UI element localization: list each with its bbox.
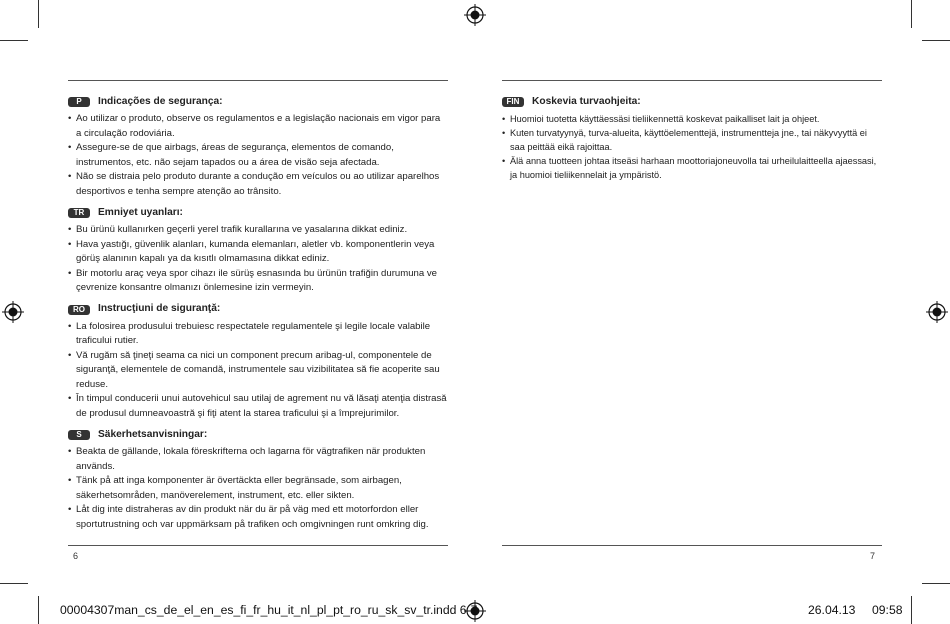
page-number-right: 7 (870, 551, 876, 561)
crop-mark (911, 0, 912, 28)
list-item: • Vă rugăm să ţineţi seama ca nici un component precum aribag-ul, componentele de siguranţă, elementele de comandă, instrumentele sau vizibilitatea să fie acoperite sau reduse. (68, 349, 448, 393)
bottom-rule-left (68, 545, 448, 546)
list-item: • Assegure-se de que airbags, áreas de segurança, elementos de comando, instrumentos, etc. não sejam tapados ou a área de visão seja afectada. (68, 141, 448, 170)
crop-mark (38, 0, 39, 28)
list-item: • Não se distraia pelo produto durante a condução em veículos ou ao utilizar aparelhos desportivos e tenha sempre atenção ao trânsito. (68, 170, 448, 199)
safety-section-sv (68, 427, 448, 532)
safety-section-ro (68, 302, 448, 422)
left-page-content (68, 94, 448, 538)
list-item: • Kuten turvatyynyä, turva-alueita, käyttöelementtejä, instrumentteja jne., tai näkyvyyttä ei saa peittää eikä rajoittaa. (502, 126, 882, 154)
top-rule-left (68, 80, 448, 81)
crop-mark (0, 40, 28, 41)
right-page-content (502, 94, 882, 188)
list-item: • Ao utilizar o produto, observe os regulamentos e a legislação nacionais em vigor para a circulação rodoviária. (68, 112, 448, 141)
section-heading: Emniyet uyanları: (98, 206, 183, 218)
slug-time: 09:58 (872, 603, 903, 617)
crop-mark (911, 596, 912, 624)
list-item: • Bu ürünü kullanırken geçerli yerel trafik kurallarına ve yasalarına dikkat ediniz. (68, 223, 448, 238)
top-rule-right (502, 80, 882, 81)
list-item: • Hava yastığı, güvenlik alanları, kumanda elemanları, aletler vb. komponentlerin veya görüş alanının kapalı ya da kısıtlı olmamasına dikkat ediniz. (68, 238, 448, 267)
list-item: • Beakta de gällande, lokala föreskrifterna och lagarna för vägtrafiken när produkten används. (68, 445, 448, 474)
crop-mark (922, 583, 950, 584)
list-item: • În timpul conducerii unui autovehicul sau utilaj de agrement nu vă lăsaţi atenţia distrasă de produsul dumneavoastră şi fiţi atent la starea traficului şi a împrejurimilor. (68, 392, 448, 421)
registration-mark-icon (926, 301, 948, 323)
list-item: • La folosirea produsului trebuiesc respectatele regulamentele şi legile locale valabile traficului rutier. (68, 320, 448, 349)
list-item: • Låt dig inte distraheras av din produkt när du är på väg med ett motorfordon eller sportutrustning och var uppmärksam på trafiken och omgivningen runt omkring dig. (68, 503, 448, 532)
crop-mark (922, 40, 950, 41)
list-item: • Älä anna tuotteen johtaa itseäsi harhaan moottoriajoneuvolla tai urheilulaitteella ajaessasi, ja huomioi tieliikennelait ja ympäristö. (502, 154, 882, 182)
crop-mark (38, 596, 39, 624)
language-badge: S (68, 430, 90, 440)
language-badge: P (68, 97, 90, 107)
language-badge: RO (68, 305, 90, 315)
list-item: • Tänk på att inga komponenter är övertäckta eller begränsade, som airbagen, säkerhetsområden, manöverelement, instrument, etc. eller sikten. (68, 474, 448, 503)
slug-date: 26.04.13 (808, 603, 856, 617)
registration-mark-icon (464, 4, 486, 26)
safety-section-tr (68, 205, 448, 296)
page-number-left: 6 (73, 551, 79, 561)
safety-section-fin (502, 94, 882, 182)
list-item: • Huomioi tuotetta käyttäessäsi tieliikennettä koskevat paikalliset lait ja ohjeet. (502, 112, 882, 126)
registration-mark-icon (2, 301, 24, 323)
crop-mark (0, 583, 28, 584)
section-heading: Instrucţiuni de siguranţă: (98, 303, 221, 315)
language-badge: FIN (502, 97, 524, 107)
bottom-rule-right (502, 545, 882, 546)
list-item: • Bir motorlu araç veya spor cihazı ile sürüş esnasında bu ürünün trafiğin durumuna ve çevrenize konsantre olmanızı önlemesine izin vermeyin. (68, 267, 448, 296)
section-heading: Säkerhetsanvisningar: (98, 428, 208, 440)
safety-section-pt (68, 94, 448, 199)
language-badge: TR (68, 208, 90, 218)
slug-filename: 00004307man_cs_de_el_en_es_fi_fr_hu_it_nl_pl_pt_ro_ru_sk_sv_tr.indd 6-7 (60, 603, 478, 617)
section-heading: Koskevia turvaohjeita: (532, 96, 641, 107)
section-heading: Indicações de segurança: (98, 95, 223, 107)
